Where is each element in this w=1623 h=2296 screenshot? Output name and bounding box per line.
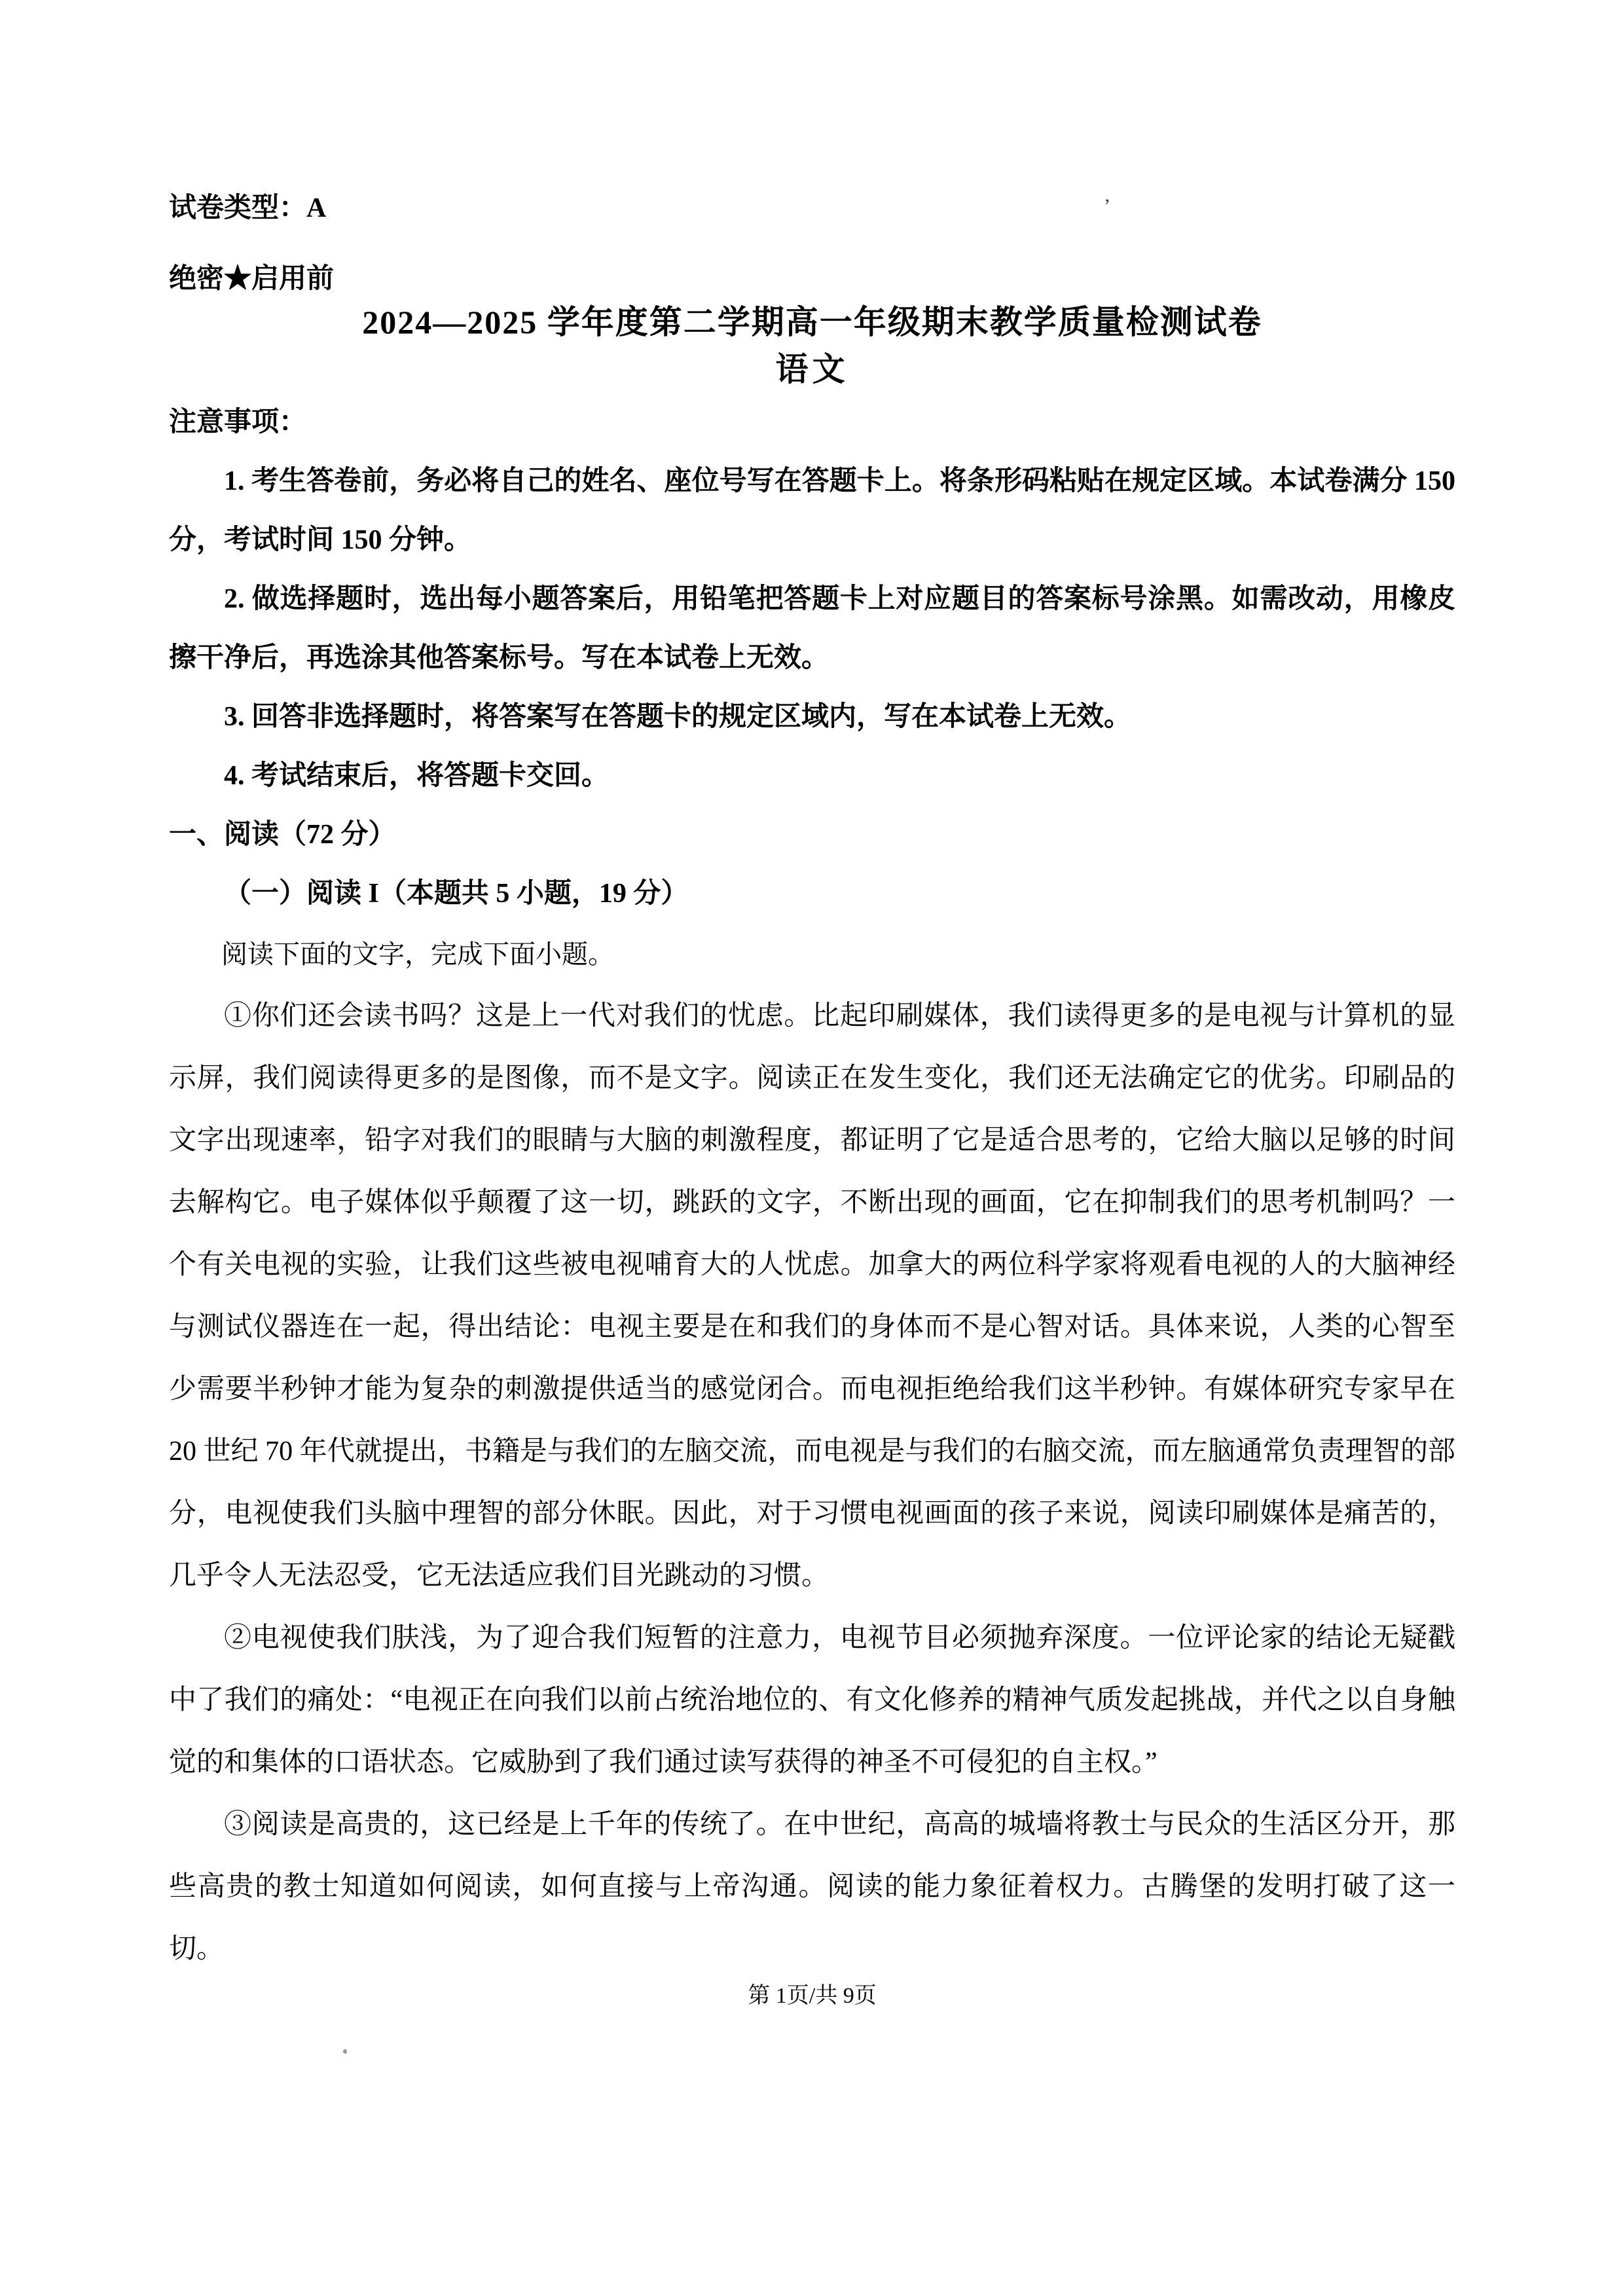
scan-artifact-mark: ’ [1104,195,1110,217]
notes-heading: 注意事项： [169,407,307,437]
subject-title: 语文 [775,351,849,388]
security-label: 绝密★启用前 [169,264,335,294]
scan-artifact-dot [343,2049,347,2054]
page-number-footer: 第 1页/共 9页 [748,1984,877,2008]
subsection-heading-reading-1: （一）阅读 I（本题共 5 小题，19 分） [224,879,689,909]
reading-passage [169,985,1455,1980]
note-item-3: 3. 回答非选择题时，将答案写在答题卡的规定区域内，写在本试卷上无效。 [224,702,1132,732]
paper-type-label: 试卷类型：A [169,193,327,223]
passage-paragraph-3: ③阅读是高贵的，这已经是上千年的传统了。在中世纪，高高的城墙将教士与民众的生活区分开，那些高贵的教士知道如何阅读，如何直接与上帝沟通。阅读的能力象征着权力。古腾堡的发明打破了这一切。 [169,1810,1455,1964]
note-item-1: 1. 考生答卷前，务必将自己的姓名、座位号写在答题卡上。将条形码粘贴在规定区域。本试卷满分 150 分，考试时间 150 分钟。 [169,466,1455,555]
note-item-2: 2. 做选择题时，选出每小题答案后，用铅笔把答题卡上对应题目的答案标号涂黑。如需改动，用橡皮擦干净后，再选涂其他答案标号。写在本试卷上无效。 [169,584,1455,673]
note-item-4: 4. 考试结束后，将答题卡交回。 [224,761,610,791]
reading-instruction: 阅读下面的文字，完成下面小题。 [221,939,614,969]
passage-paragraph-2: ②电视使我们肤浅，为了迎合我们短暂的注意力，电视节目必须抛弃深度。一位评论家的结论无疑戳中了我们的痛处：“电视正在向我们以前占统治地位的、有文化修养的精神气质发起挑战，并代之以自身触觉的和集体的口语状态。它威胁到了我们通过读写获得的神圣不可侵犯的自主权。” [169,1623,1455,1777]
passage-paragraph-1: ①你们还会读书吗？这是上一代对我们的忧虑。比起印刷媒体，我们读得更多的是电视与计算机的显示屏，我们阅读得更多的是图像，而不是文字。阅读正在发生变化，我们还无法确定它的优劣。印刷品的文字出现速率，铅字对我们的眼睛与大脑的刺激程度，都证明了它是适合思考的，它给大脑以足够的时间去解构它。电子媒体似乎颠覆了这一切，跳跃的文字，不断出现的画面，它在抑制我们的思考机制吗？一个有关电视的实验，让我们这些被电视哺育大的人忧虑。加拿大的两位科学家将观看电视的人的大脑神经与测试仪器连在一起，得出结论：电视主要是在和我们的身体而不是心智对话。具体来说，人类的心智至少需要半秒钟才能为复杂的刺激提供适当的感觉闭合。而电视拒绝给我们这半秒钟。有媒体研究专家早在 20 世纪 70 年代就提出，书籍是与我们的左脑交流，而电视是与我们的右脑交流，而左脑通常负责理智的部分，电视使我们头脑中理智的部分休眠。因此，对于习惯电视画面的孩子来说，阅读印刷媒体是痛苦的，几乎令人无法忍受，它无法适应我们目光跳动的习惯。 [169,1001,1455,1591]
page-title: 2024—2025 学年度第二学期高一年级期末教学质量检测试卷 [362,304,1262,340]
section-heading-reading: 一、阅读（72 分） [169,820,396,850]
